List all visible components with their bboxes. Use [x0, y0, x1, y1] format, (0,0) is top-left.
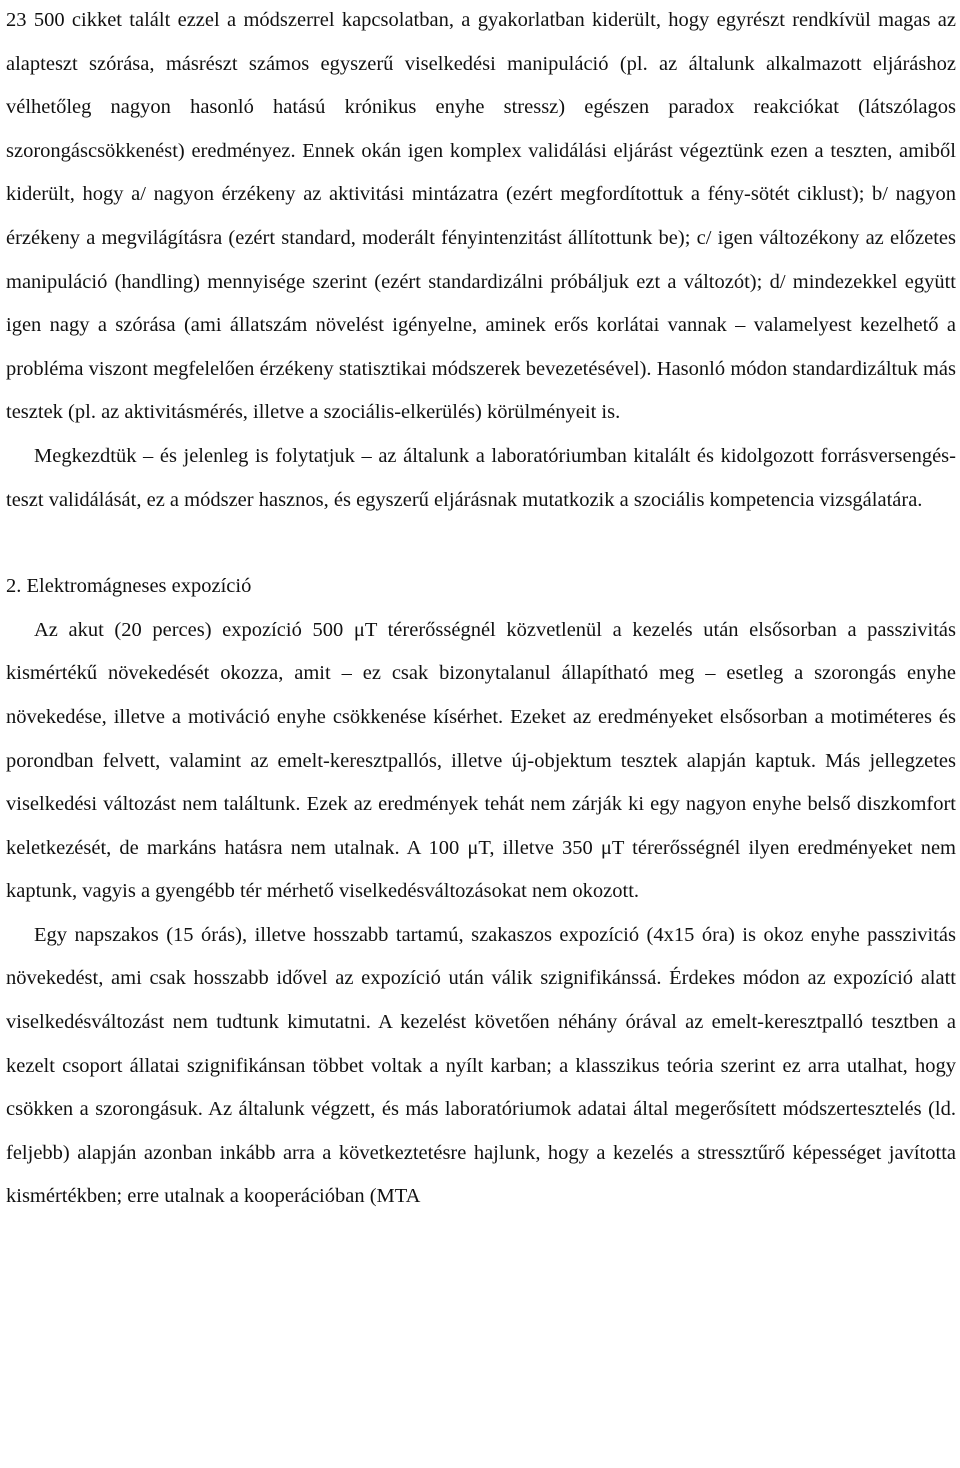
document-page — [6, 0, 956, 1219]
paragraph-resource-competition: Megkezdtük – és jelenleg is folytatjuk – az általunk a laboratóriumban kitalált és kidolgozott forrásversengés-teszt validálását, ez a módszer hasznos, és egyszerű eljárásnak mutatkozik a szociális kompetencia vizsgálatára. — [6, 444, 956, 511]
section-heading: 2. Elektromágneses expozíció — [6, 575, 252, 598]
paragraph-test-validation: 23 500 cikket talált ezzel a módszerrel kapcsolatban, a gyakorlatban kiderült, hogy egyrészt rendkívül magas az alapteszt szórása, másrészt számos egyszerű viselkedési manipuláció (pl. az általunk alkalmazott eljáráshoz vélhetőleg nagyon hasonló hatású krónikus enyhe stressz) egészen paradox reakciókat (látszólagos szorongáscsökkenést) eredményez. Ennek okán igen komplex validálási eljárást végeztünk ezen a teszten, amiből kiderült, hogy a/ nagyon érzékeny az aktivitási mintázatra (ezért megfordítottuk a fény-sötét ciklust); b/ nagyon érzékeny a megvilágításra (ezért standard, moderált fényintenzitást állítottunk be); c/ igen változékony az előzetes manipuláció (handling) mennyisége szerint (ezért standardizálni próbáljuk ezt a változót); d/ mindezekkel együtt igen nagy a szórása (ami állatszám növelést igényelne, aminek erős korlátai vannak – valamelyest kezelhető a probléma viszont megfelelően érzékeny statisztikai módszerek bevezetésével). Hasonló módon standardizáltuk más tesztek (pl. az aktivitásmérés, illetve a szociális-elkerülés) körülményeit is. — [6, 9, 956, 424]
paragraph-long-exposure: Egy napszakos (15 órás), illetve hosszabb tartamú, szakaszos expozíció (4x15 óra) is okoz enyhe passzivitás növekedést, ami csak hosszabb idővel az expozíció után válik szignifikánssá. Érdekes módon az expozíció alatt viselkedésváltozást nem tudtunk kimutatni. A kezelést követően néhány órával az emelt-keresztpalló tesztben a kezelt csoport állatai szignifikánsan többet voltak a nyílt karban; a klasszikus teória szerint ez arra utalhat, hogy csökken a szorongásuk. Az általunk végzett, és más laboratóriumok adatai által megerősített módszertesztelés (ld. feljebb) alapján azonban inkább arra a következtetésre hajlunk, hogy a kezelés a stressztűrő képességet javította kismértékben; erre utalnak a kooperációban (MTA — [6, 923, 956, 1208]
paragraph-acute-exposure: Az akut (20 perces) expozíció 500 μT térerősségnél közvetlenül a kezelés után elsősorban a passzivitás kismértékű növekedését okozza, amit – ez csak bizonytalanul állapítható meg – esetleg a szorongás enyhe növekedése, illetve a motiváció enyhe csökkenése kísérhet. Ezeket az eredményeket elsősorban a motiméteres és porondban felvett, valamint az emelt-keresztpallós, illetve új-objektum tesztek alapján kaptuk. Más jellegzetes viselkedési változást nem találtunk. Ezek az eredmények tehát nem zárják ki egy nagyon enyhe belső diszkomfort keletkezését, de markáns hatásra nem utalnak. A 100 μT, illetve 350 μT térerősségnél ilyen eredményeket nem kaptunk, vagyis a gyengébb tér mérhető viselkedésváltozásokat nem okozott. — [6, 618, 956, 903]
